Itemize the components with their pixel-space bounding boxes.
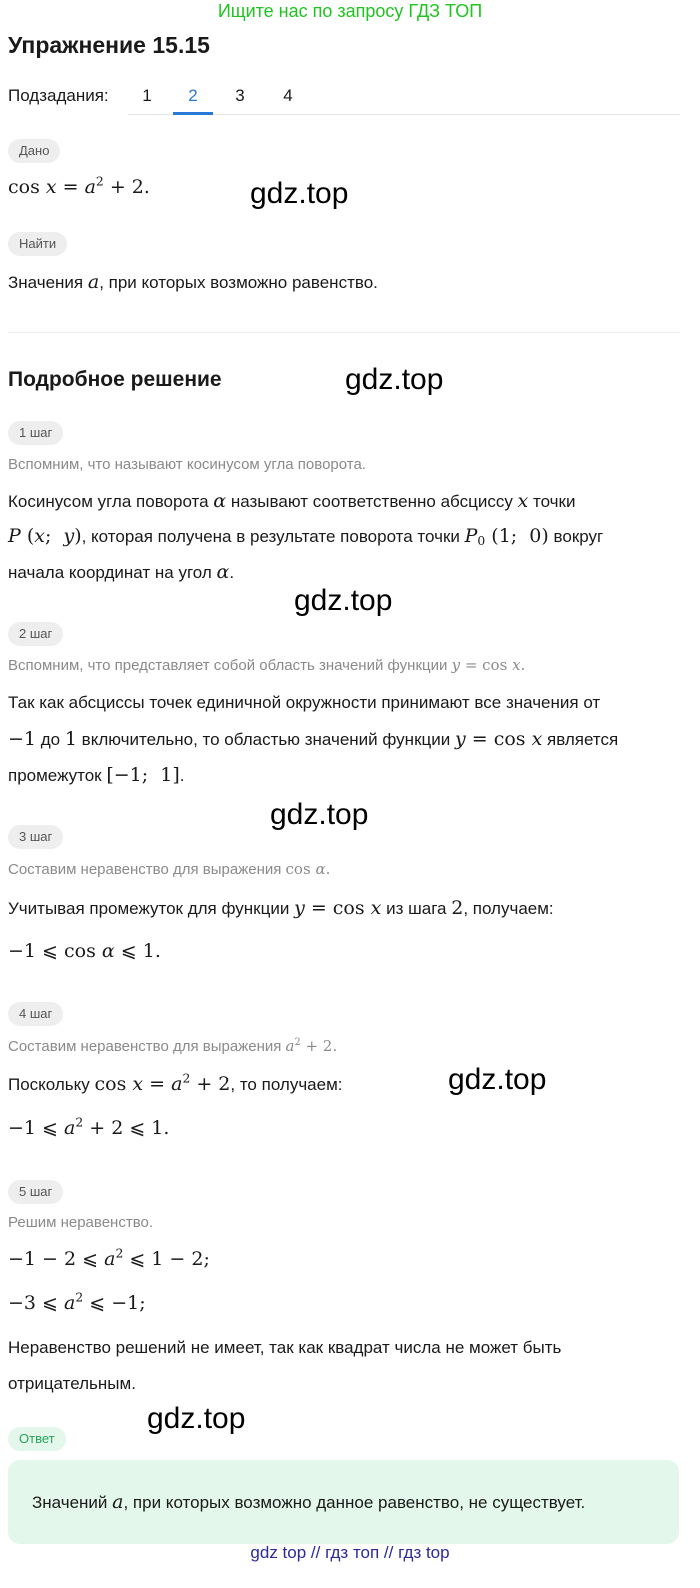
step-5-math-1: −1 − 2 ⩽ $a^2$ ⩽ 1 − 2; <box>8 1246 210 1270</box>
step-5-badge: 5 шаг <box>8 1180 63 1204</box>
step-1-hint: Вспомним, что называют косинусом угла поворота. <box>8 456 366 473</box>
find-text: Значения a, при которых возможно равенство. <box>8 271 378 293</box>
subtask-tab-3[interactable]: 3 <box>235 86 245 105</box>
step-4-hint: Составим неравенство для выражения $a^2 + 2$. <box>8 1037 338 1055</box>
given-math: $\cos x = a^2 + 2$. <box>8 174 150 198</box>
watermark: gdz.top <box>448 1063 547 1096</box>
step-5-math-2: −3 ⩽ $a^2$ ⩽ −1; <box>8 1290 146 1314</box>
step-1-line-1: Косинусом угла поворота α называют соответственно абсциссу x точки <box>8 490 576 512</box>
step-1-line-3: начала координат на угол α. <box>8 561 235 583</box>
active-tab-indicator <box>173 112 213 115</box>
watermark: gdz.top <box>270 798 369 831</box>
subtasks-label: Подзадания: <box>8 86 109 105</box>
watermark: gdz.top <box>345 363 444 396</box>
subtask-tab-1[interactable]: 1 <box>142 86 152 105</box>
watermark: gdz.top <box>250 177 349 210</box>
promo-banner[interactable]: Ищите нас по запросу ГДЗ ТОП <box>217 1 483 21</box>
step-2-line-1: Так как абсциссы точек единичной окружности принимают все значения от <box>8 693 601 712</box>
watermark: gdz.top <box>147 1402 246 1435</box>
watermark: gdz.top <box>294 584 393 617</box>
step-5-hint: Решим неравенство. <box>8 1214 153 1231</box>
divider <box>8 332 680 333</box>
subtask-tab-2[interactable]: 2 <box>188 86 198 105</box>
step-2-badge: 2 шаг <box>8 622 63 646</box>
step-4-math: −1 ⩽ $a^2 + 2$ ⩽ 1. <box>8 1115 170 1139</box>
step-4-badge: 4 шаг <box>8 1002 63 1026</box>
step-3-badge: 3 шаг <box>8 825 63 849</box>
step-4-line-1: Поскольку $\cos x = a^2 + 2$, то получаем: <box>8 1071 343 1095</box>
find-badge: Найти <box>8 232 67 256</box>
step-1-line-2: P (x; y), которая получена в результате поворота точки $P_0$ (1; 0) вокруг <box>8 525 604 549</box>
page-title: Упражнение 15.15 <box>8 32 210 58</box>
solution-title: Подробное решение <box>8 368 222 391</box>
given-badge: Дано <box>8 139 60 163</box>
step-2-line-3: промежуток [−1; 1]. <box>8 764 185 786</box>
subtask-tab-4[interactable]: 4 <box>283 86 293 105</box>
step-3-math: −1 ⩽ cos α ⩽ 1. <box>8 940 161 962</box>
step-1-badge: 1 шаг <box>8 421 63 445</box>
step-3-line-1: Учитывая промежуток для функции y = cos x из шага 2, получаем: <box>8 897 554 919</box>
answer-badge: Ответ <box>8 1427 66 1451</box>
step-3-hint: Составим неравенство для выражения cos α. <box>8 860 331 878</box>
footer-links[interactable]: gdz top // гдз топ // гдз top <box>250 1543 450 1562</box>
step-5-line-2: отрицательным. <box>8 1374 136 1393</box>
answer-text: Значений a, при которых возможно данное равенство, не существует. <box>32 1491 586 1513</box>
step-5-line-1: Неравенство решений не имеет, так как квадрат числа не может быть <box>8 1338 562 1357</box>
step-2-hint: Вспомним, что представляет собой область значений функции y = cos x. <box>8 656 526 674</box>
step-2-line-2: −1 до 1 включительно, то областью значений функции y = cos x является <box>8 728 619 750</box>
